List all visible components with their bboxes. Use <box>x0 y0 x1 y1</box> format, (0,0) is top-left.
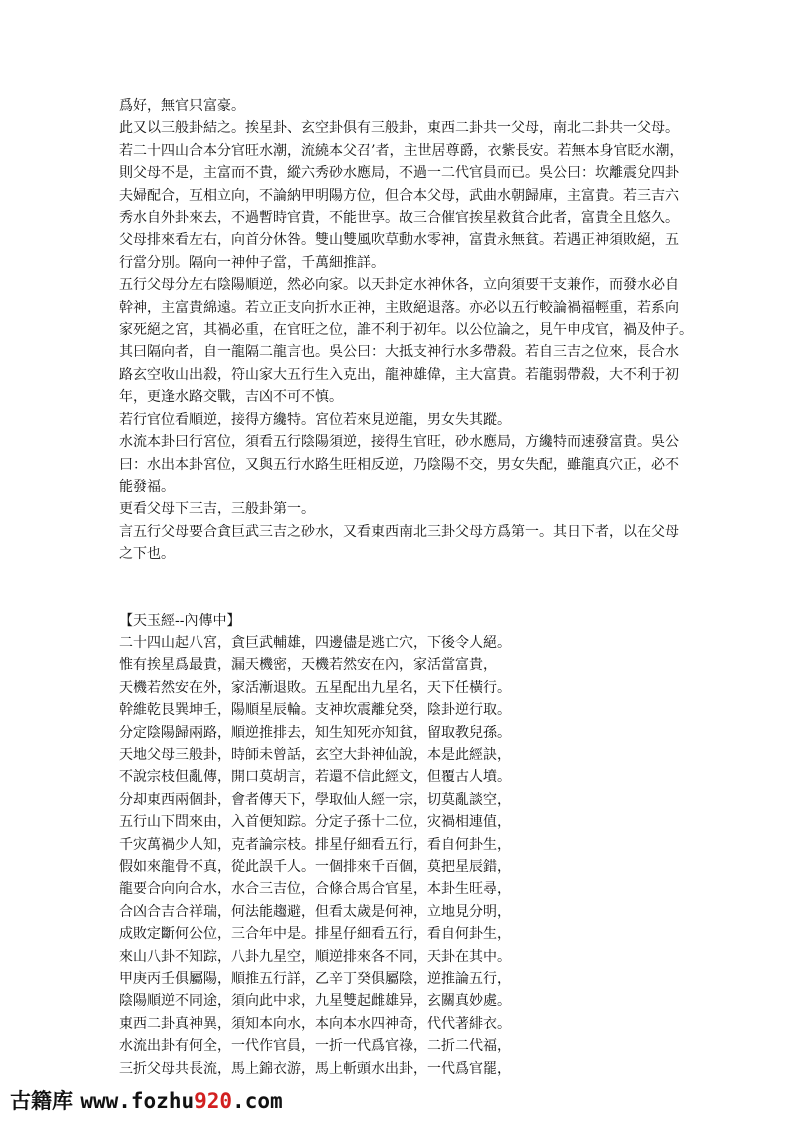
text-line: 父母排來看左右，向首分休咎。雙山雙風吹草動水零神，富貴永無貧。若遇正神須敗絕，五 <box>119 232 679 249</box>
text-line: 行當分別。隔向一神仲子當，千萬細推詳。 <box>119 254 385 271</box>
text-line: 其曰隔向者，自一龍隔二龍言也。吳公曰：大抵支神行水多帶殺。若自三吉之位來，長合水 <box>119 344 679 361</box>
text-line: 路玄空收山出殺，符山家大五行生入克出，龍神雄偉，主大富貴。若龍弱帶殺，大不利于初 <box>119 366 679 383</box>
text-line: 幹維乾艮巽坤壬，陽順星辰輪。支神坎震離兌癸，陰卦逆行取。 <box>119 702 511 719</box>
text-line: 若二十四山合本分官旺水潮，流繞本父召’者，主世居尊爵，衣紫長安。若無本身官眨水潮， <box>119 142 684 159</box>
text-line: 假如來龍骨不真，從此誤千人。一個排來千百個，莫把星辰錯， <box>119 859 511 875</box>
text-line: 東西二卦真神異，須知本向水，本向本水四神奇，代代著緋衣。 <box>119 1015 511 1032</box>
text-line: 年，更逢水路交戰，吉凶不可不慎。 <box>119 389 343 406</box>
site-url <box>80 1089 282 1113</box>
url-suffix: .com <box>232 1089 283 1113</box>
text-line: 五行父母分左右陰陽順逆，然必向家。以天卦定水神休各，立向須要干支兼作，而發水必自 <box>119 277 679 294</box>
text-line: 陰陽順逆不同途，須向此中求，九星雙起雌雄异，玄關真妙處。 <box>119 993 511 1010</box>
text-line: 秀水自外卦來去，不過暫時官貴，不能世享。故三合催官挨星救貧合此者，富貴全且悠久。 <box>119 210 679 227</box>
text-line: 水流出卦有何全，一代作官員，一折一代爲官祿，二折二代福， <box>119 1038 511 1055</box>
commentary-block <box>119 95 693 566</box>
text-line: 言五行父母要合貪巨武三吉之砂水，又看東西南北三卦父母方爲第一。其日下者，以在父母 <box>119 523 679 540</box>
text-line: 之下也。 <box>119 546 175 563</box>
document-page <box>119 95 693 1080</box>
text-line: 不說宗枝但亂傳，開口莫胡言，若還不信此經文，但覆古人墳。 <box>119 769 511 786</box>
text-line: 天地父母三般卦，時師未曾話，玄空大卦神仙說，本是此經訣， <box>119 746 511 763</box>
text-line: 惟有挨星爲最貴，漏天機密，天機若然安在內，家活當富貴， <box>119 657 497 674</box>
verse-block <box>119 632 689 1080</box>
text-line: 二十四山起八宮，貪巨武輔雄，四邊儘是逃亡穴，下後令人絕。 <box>119 634 511 651</box>
text-line: 夫婦配合，互相立向，不論納甲明陽方位，但合本父母，武曲水朝歸庫，主富貴。若三吉六 <box>119 187 679 204</box>
section-heading: 【天玉經--內傳中】 <box>119 612 241 629</box>
text-line: 合凶合吉合祥瑞，何法能趨避，但看太歲是何神，立地見分明， <box>119 903 511 920</box>
text-line: 天機若然安在外，家活漸退敗。五星配出九星名，天下任橫行。 <box>119 679 511 696</box>
text-line: 千灾萬禍少人知，克者論宗枝。排星仔細看五行，看自何卦生， <box>119 836 511 853</box>
text-line: 幹神，主富貴綿遠。若立正支向折水正神，主敗絕退落。亦必以五行較論禍福輕重，若系向 <box>119 299 679 316</box>
text-line: 甲庚丙壬俱屬陽，順推五行詳，乙辛丁癸俱屬陰，逆推論五行， <box>119 971 511 988</box>
watermark-footer <box>10 1085 283 1115</box>
text-line: 三折父母共長流，馬上錦衣游，馬上斬頭水出卦，一代爲官罷， <box>119 1060 511 1077</box>
text-line: 此又以三般卦結之。挨星卦、玄空卦俱有三般卦，東西二卦共一父母，南北二卦共一父母。 <box>119 120 679 137</box>
text-line: 曰：水出本卦宮位，又與五行水路生旺相反逆，乃陰陽不交，男女失配，雖龍真穴正，必不 <box>119 456 679 473</box>
site-name: 古籍库 <box>10 1089 73 1113</box>
url-prefix: www.fozhu <box>80 1089 195 1113</box>
text-line: 家死絕之宮，其禍必重，在官旺之位，誰不利于初年。以公位論之，見午申戌官，禍及仲子。 <box>119 322 693 339</box>
text-line: 則父母不是，主富而不貴，縱六秀砂水應局，不過一二代官員而已。吳公曰：坎離震兌四卦 <box>119 165 679 182</box>
text-line: 成敗定斷何公位，三合年中是。排星仔細看五行，看自何卦生， <box>119 926 511 943</box>
text-line: 分却東西兩個卦，會者傳天下，學取仙人經一宗，切莫亂談空， <box>119 791 511 808</box>
url-number: 920 <box>194 1089 233 1113</box>
text-line: 若行官位看順逆，接得方纔特。宮位若來見逆龍，男女失其蹤。 <box>119 411 511 428</box>
section-gap <box>119 566 689 610</box>
text-line: 爲好，無官只富豪。 <box>119 98 245 114</box>
text-line: 更看父母下三吉，三般卦第一。 <box>119 501 315 518</box>
text-line: 來山八卦不知踪，八卦九星空，順逆排來各不同，天卦在其中。 <box>119 948 511 965</box>
text-line: 分定陰陽歸兩路，順逆推排去，知生知死亦知貧，留取教兒孫。 <box>119 724 511 741</box>
text-line: 水流本卦曰行宮位，須看五行陰陽須逆，接得生官旺，砂水應局，方纔特而速發富貴。吳公 <box>119 434 679 451</box>
text-line: 五行山下問來由，入首便知踪。分定子孫十二位，灾禍相連值， <box>119 814 511 831</box>
text-line: 龍要合向向合水，水合三吉位，合條合馬合官星，本卦生旺尋， <box>119 881 511 898</box>
text-line: 能發福。 <box>119 478 175 495</box>
